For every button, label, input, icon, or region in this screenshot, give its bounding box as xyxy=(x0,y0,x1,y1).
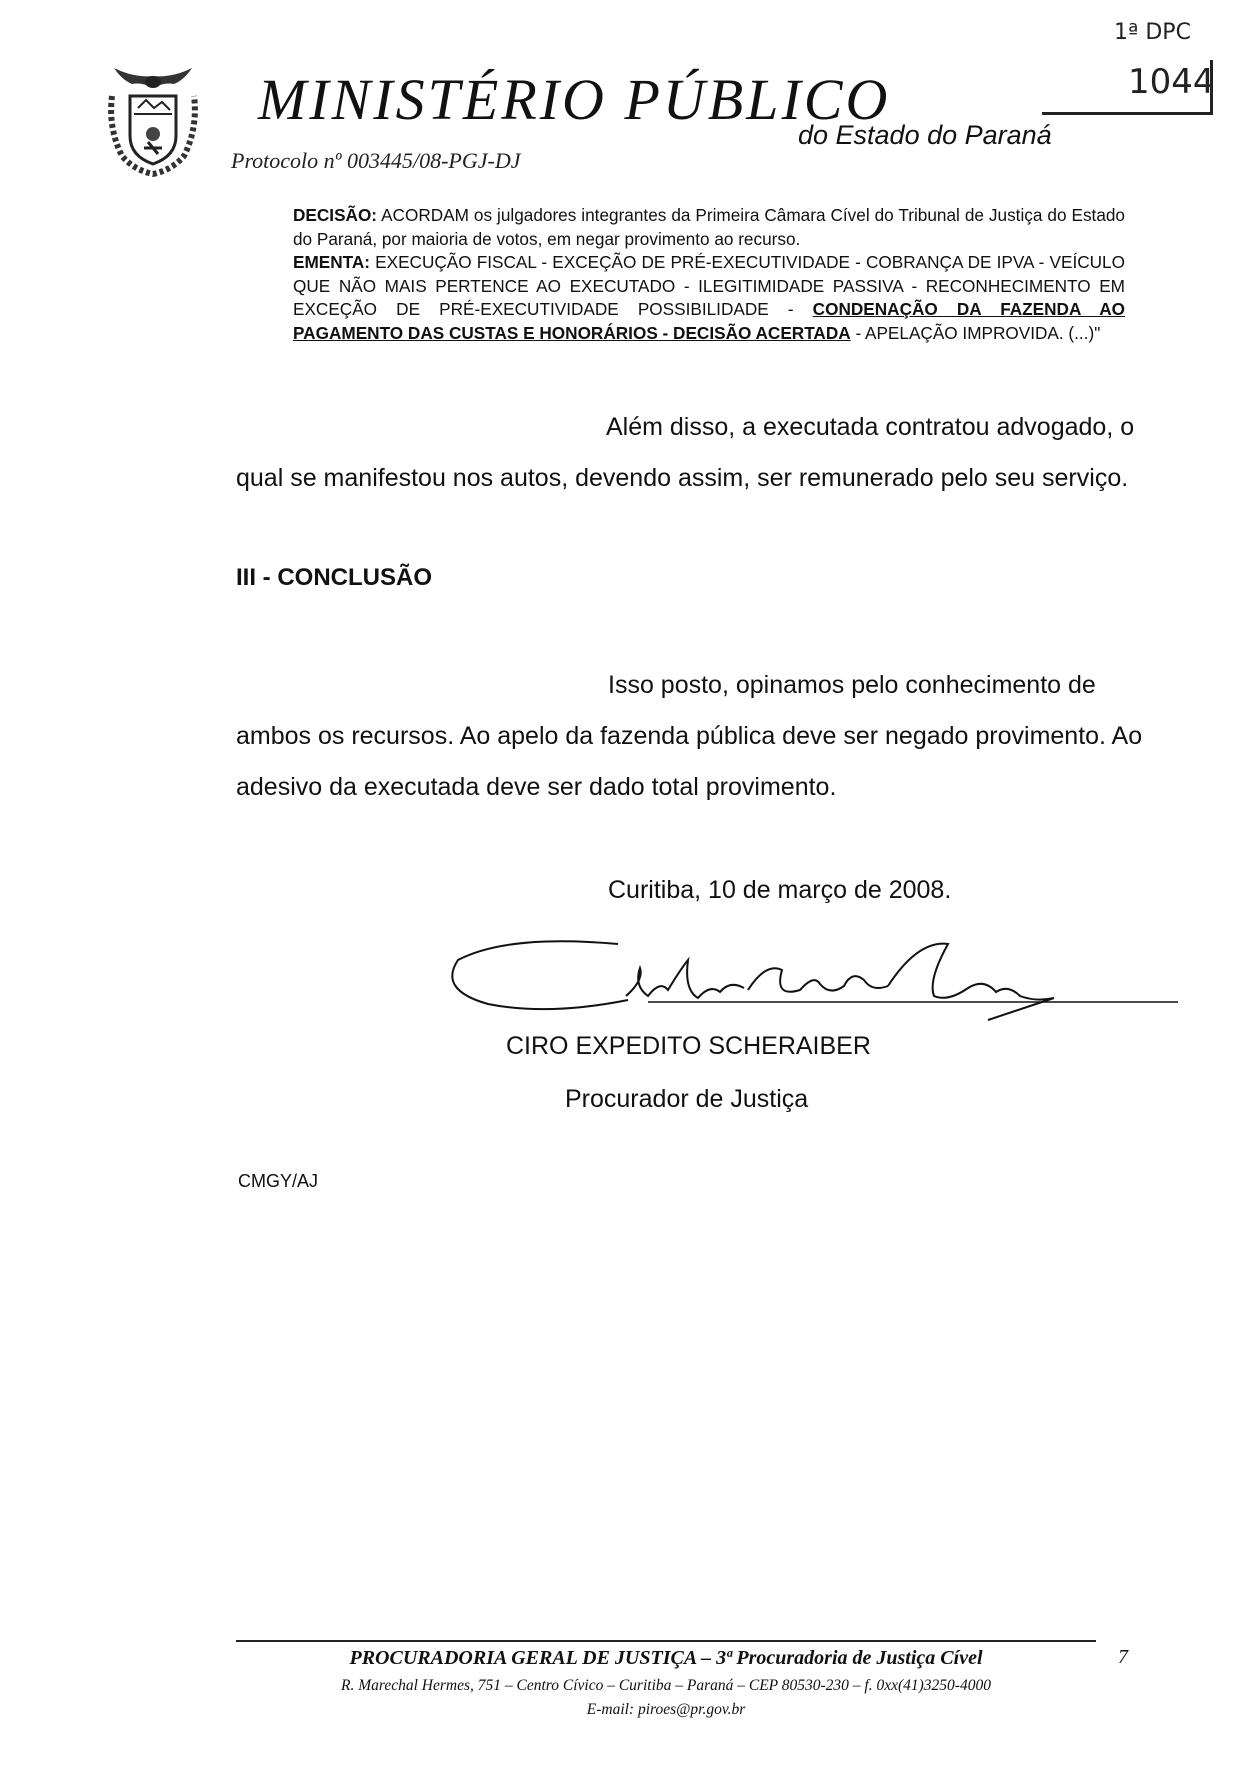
footer-email: E-mail: piroes@pr.gov.br xyxy=(586,1701,746,1718)
place-date: Curitiba, 10 de março de 2008. xyxy=(608,876,952,904)
coat-of-arms-emblem xyxy=(104,58,202,178)
author-initials: CMGY/AJ xyxy=(238,1171,319,1191)
ementa-paragraph xyxy=(293,251,1125,345)
decisao-text: ACORDAM os julgadores integrantes da Primeira Câmara Cível do Tribunal de Justiça do Estado do Paraná, por maioria de votos, em negar provimento ao recurso. xyxy=(293,205,1125,249)
ementa-text: EXECUÇÃO FISCAL - EXCEÇÃO DE PRÉ-EXECUTIVIDADE - COBRANÇA DE IPVA - VEÍCULO QUE NÃO MAIS PERTENCE AO EXECUTADO - ILEGITIMIDADE PASSIVA - RECONHECIMENTO EM EXCEÇÃO DE PRÉ-EXECUTIVIDADE POSSIBILIDADE - xyxy=(293,252,1125,319)
signatory-role: Procurador de Justiça xyxy=(565,1085,809,1113)
paragraph2-line1: Isso posto, opinamos pelo conhecimento de xyxy=(608,671,1096,699)
stamp-label: 1ª DPC xyxy=(1114,20,1191,45)
ministry-subtitle: do Estado do Paraná xyxy=(798,120,1052,150)
footer-office-name: PROCURADORIA GERAL DE JUSTIÇA – 3ª Procuradoria de Justiça Cível xyxy=(349,1647,983,1669)
decisao-label: DECISÃO: xyxy=(293,205,378,225)
footer-divider xyxy=(236,1640,1096,1642)
paragraph2-line3: adesivo da executada deve ser dado total provimento. xyxy=(236,773,837,801)
decisao-paragraph xyxy=(293,204,1125,251)
page-number: 7 xyxy=(1118,1646,1128,1668)
signatory-name: CIRO EXPEDITO SCHERAIBER xyxy=(506,1032,871,1060)
ementa-emphasis: CONDENAÇÃO DA FAZENDA AO PAGAMENTO DAS CUSTAS E HONORÁRIOS - DECISÃO ACERTADA xyxy=(293,299,1125,343)
page-stamp xyxy=(1028,20,1215,116)
protocol-number: Protocolo nº 003445/08-PGJ-DJ xyxy=(231,148,521,173)
paragraph2-line2: ambos os recursos. Ao apelo da fazenda pública deve ser negado provimento. Ao xyxy=(236,722,1143,750)
footer-address: R. Marechal Hermes, 751 – Centro Cívico – Curitiba – Paraná – CEP 80530-230 – f. 0xx(41)3250-4000 xyxy=(341,1677,991,1694)
ministry-title: MINISTÉRIO PÚBLICO xyxy=(258,67,891,132)
section-heading: III - CONCLUSÃO xyxy=(236,564,432,591)
stamp-number: 1044 xyxy=(1128,62,1215,102)
ementa-tail: - APELAÇÃO IMPROVIDA. (...)" xyxy=(850,322,1101,343)
paragraph1-line2: qual se manifestou nos autos, devendo assim, ser remunerado pelo seu serviço. xyxy=(236,464,1129,492)
paragraph1-line1: Além disso, a executada contratou advogado, o xyxy=(606,413,1135,441)
ementa-label: EMENTA: xyxy=(293,252,371,272)
quoted-decision xyxy=(293,204,1125,345)
